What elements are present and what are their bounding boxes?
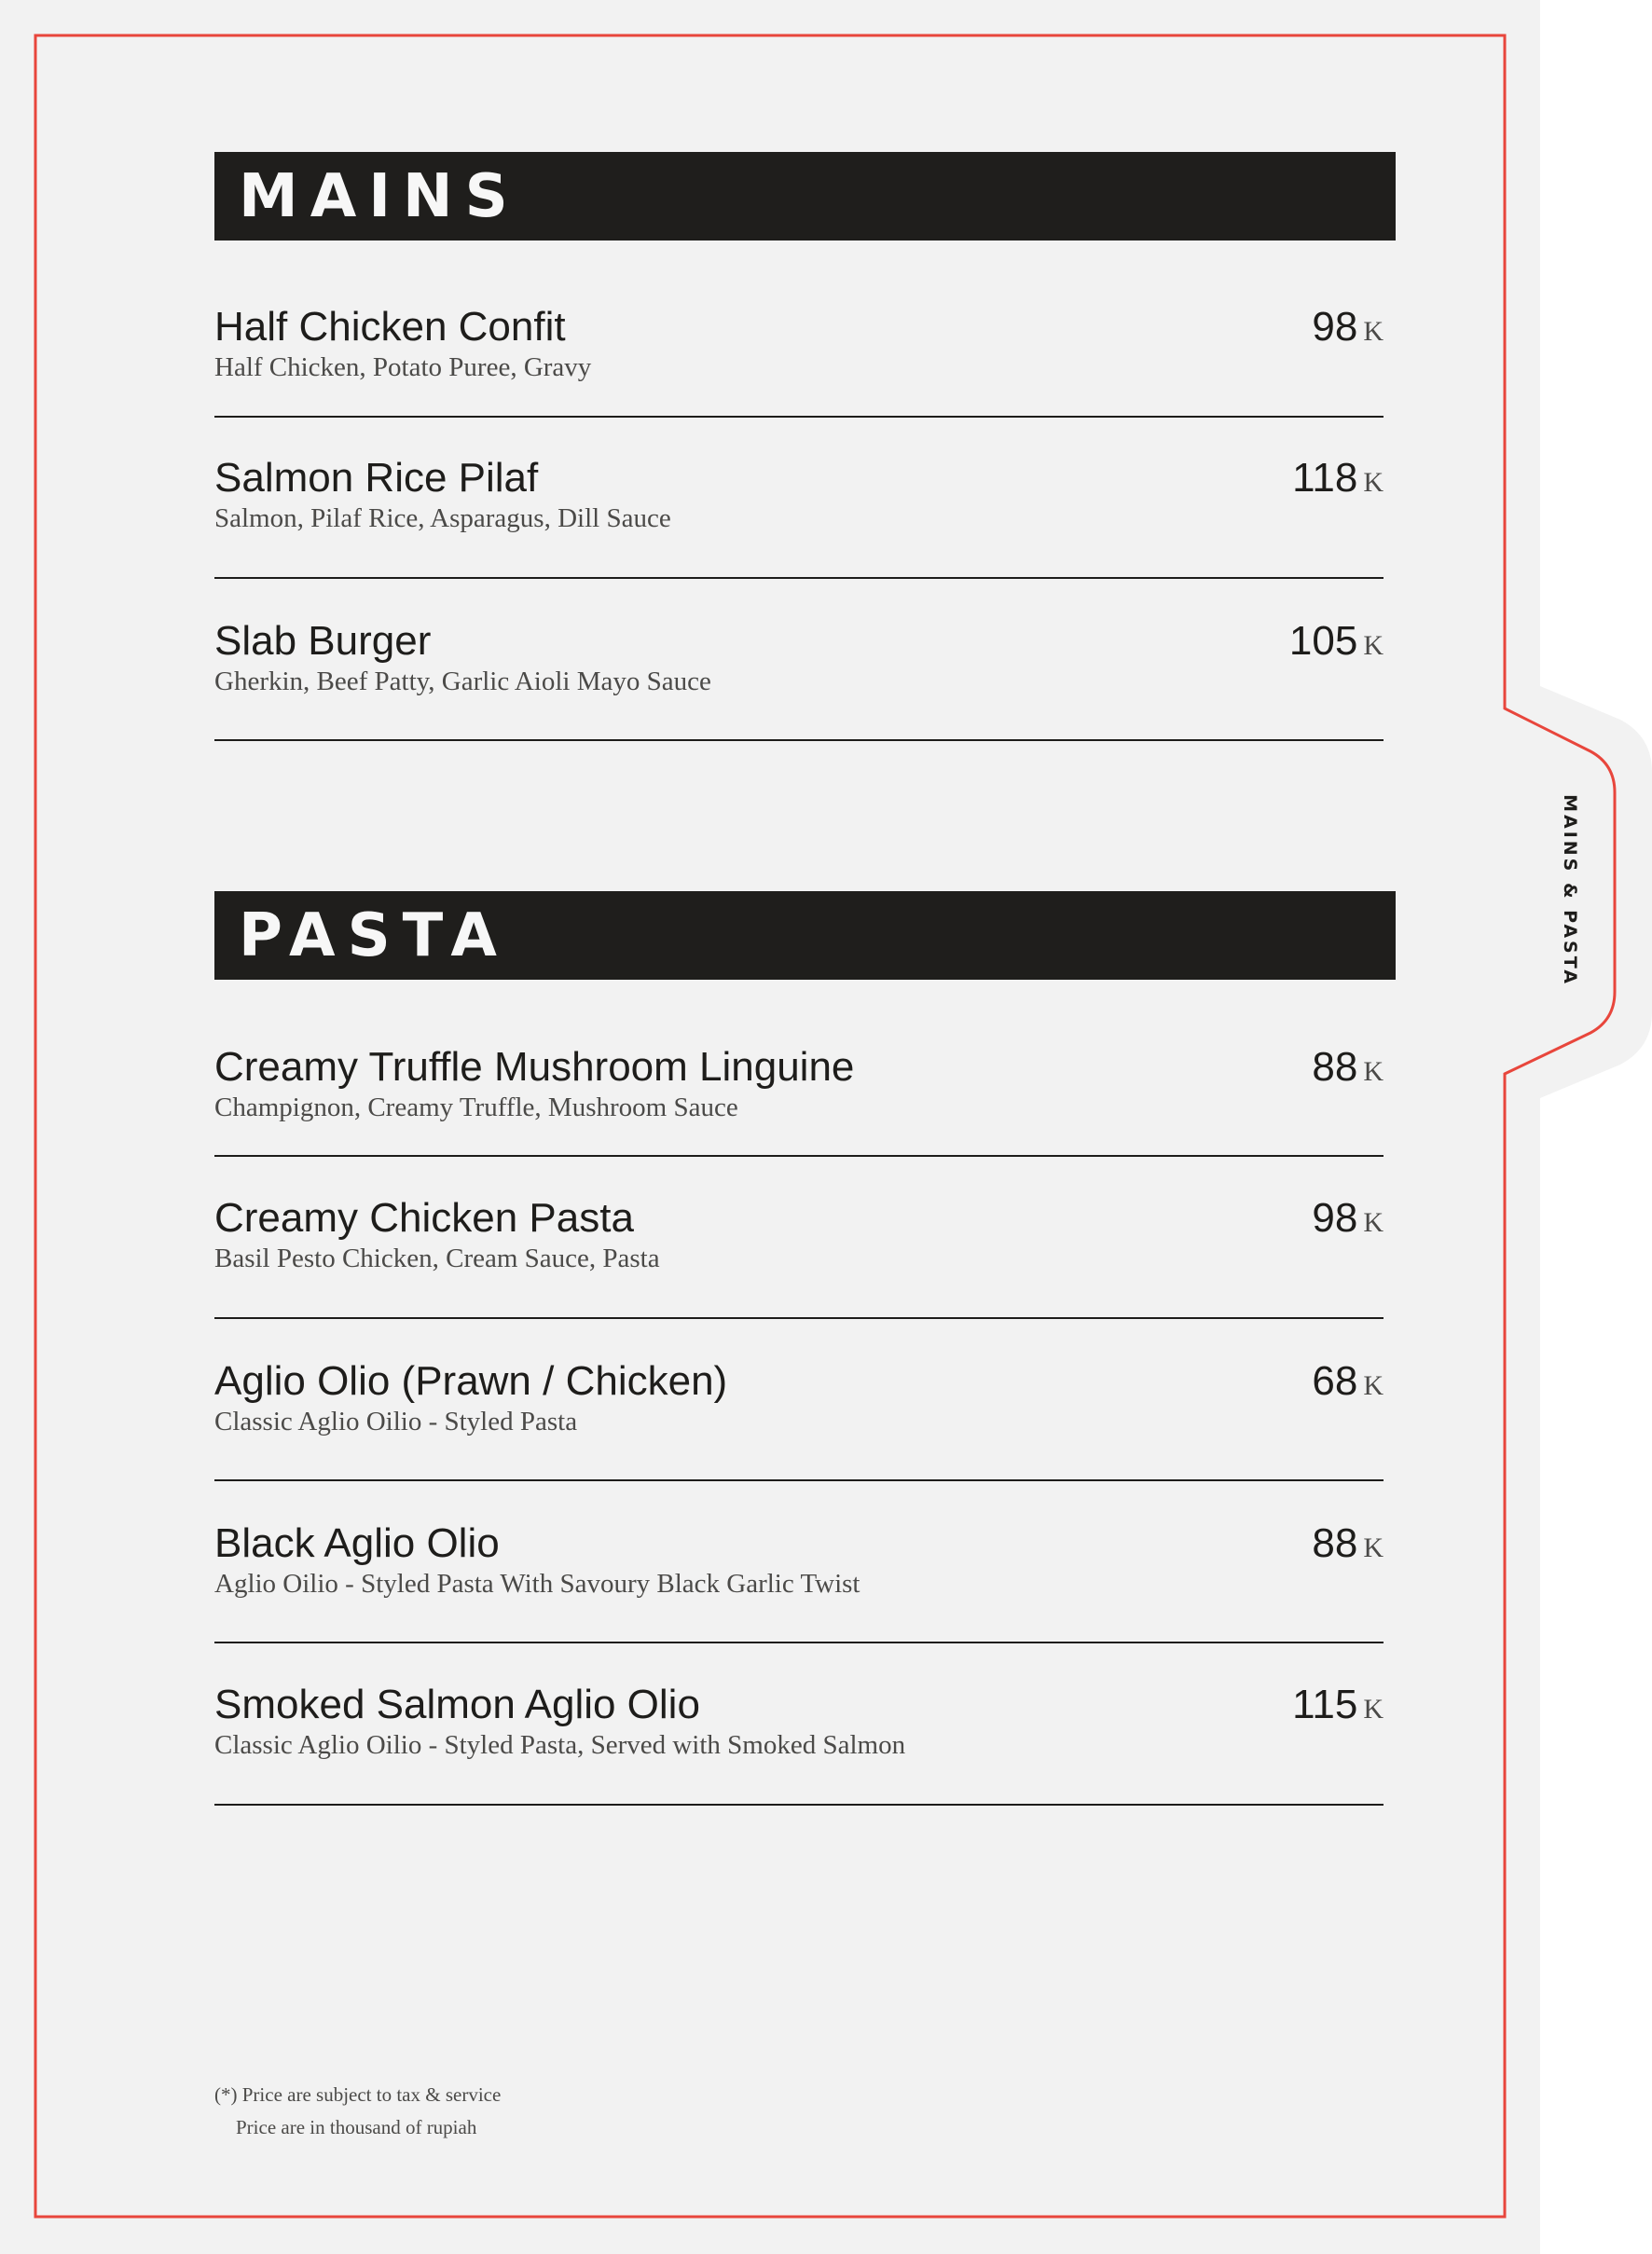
price-value: 105: [1288, 618, 1358, 664]
price-unit: K: [1363, 467, 1384, 498]
item-price: [1197, 300, 1384, 354]
item-description: Classic Aglio Oilio - Styled Pasta: [214, 1407, 578, 1436]
item-description: Salmon, Pilaf Rice, Asparagus, Dill Sauce: [214, 503, 671, 533]
item-price: [1197, 1040, 1384, 1094]
price-value: 118: [1292, 455, 1358, 501]
item-price: [1197, 1678, 1384, 1732]
item-name: Creamy Truffle Mushroom Linguine: [214, 1044, 855, 1090]
item-name: Creamy Chicken Pasta: [214, 1195, 634, 1241]
price-unit: K: [1363, 1056, 1384, 1087]
item-name: Half Chicken Confit: [214, 304, 566, 350]
price-unit: K: [1363, 1532, 1384, 1563]
section-title: MAINS: [239, 162, 520, 231]
price-value: 88: [1312, 1044, 1358, 1090]
menu-list-pasta: [214, 1040, 1384, 1806]
item-name: Black Aglio Olio: [214, 1520, 500, 1566]
footnote-currency: Price are in thousand of rupiah: [236, 2116, 477, 2138]
item-price: [1197, 451, 1384, 505]
item-name: Aglio Olio (Prawn / Chicken): [214, 1358, 728, 1404]
menu-item: [214, 1354, 1384, 1481]
item-description: Half Chicken, Potato Puree, Gravy: [214, 352, 592, 382]
item-price: [1197, 1354, 1384, 1409]
side-tab-label: MAINS & PASTA: [1560, 794, 1580, 986]
section-title: PASTA: [239, 901, 509, 970]
menu-item: [214, 1517, 1384, 1643]
price-unit: K: [1363, 630, 1384, 661]
price-unit: K: [1363, 1694, 1384, 1725]
price-value: 115: [1292, 1682, 1358, 1727]
menu-item: [214, 1040, 1384, 1157]
item-description: Aglio Oilio - Styled Pasta With Savoury Black Garlic Twist: [214, 1569, 860, 1599]
menu-item: [214, 300, 1384, 418]
item-name: Salmon Rice Pilaf: [214, 455, 539, 501]
item-price: [1197, 1191, 1384, 1245]
menu-item: [214, 1191, 1384, 1319]
item-price: [1197, 614, 1384, 668]
menu-item: [214, 1678, 1384, 1806]
menu-item: [214, 614, 1384, 741]
item-description: Basil Pesto Chicken, Cream Sauce, Pasta: [214, 1244, 660, 1273]
section-header-mains: [214, 152, 1396, 241]
price-unit: K: [1363, 1370, 1384, 1401]
item-description: Champignon, Creamy Truffle, Mushroom Sauce: [214, 1093, 738, 1122]
price-value: 88: [1312, 1520, 1358, 1566]
price-unit: K: [1363, 316, 1384, 347]
section-header-pasta: [214, 891, 1396, 980]
price-value: 98: [1312, 304, 1358, 350]
item-description: Gherkin, Beef Patty, Garlic Aioli Mayo Sauce: [214, 667, 711, 696]
item-price: [1197, 1517, 1384, 1571]
price-unit: K: [1363, 1207, 1384, 1238]
item-name: Slab Burger: [214, 618, 432, 664]
menu-item: [214, 451, 1384, 579]
item-description: Classic Aglio Oilio - Styled Pasta, Served with Smoked Salmon: [214, 1730, 906, 1760]
footnote-tax: (*) Price are subject to tax & service: [214, 2083, 502, 2106]
item-name: Smoked Salmon Aglio Olio: [214, 1682, 700, 1727]
menu-list-mains: [214, 300, 1384, 741]
price-value: 68: [1312, 1358, 1358, 1404]
price-value: 98: [1312, 1195, 1358, 1241]
